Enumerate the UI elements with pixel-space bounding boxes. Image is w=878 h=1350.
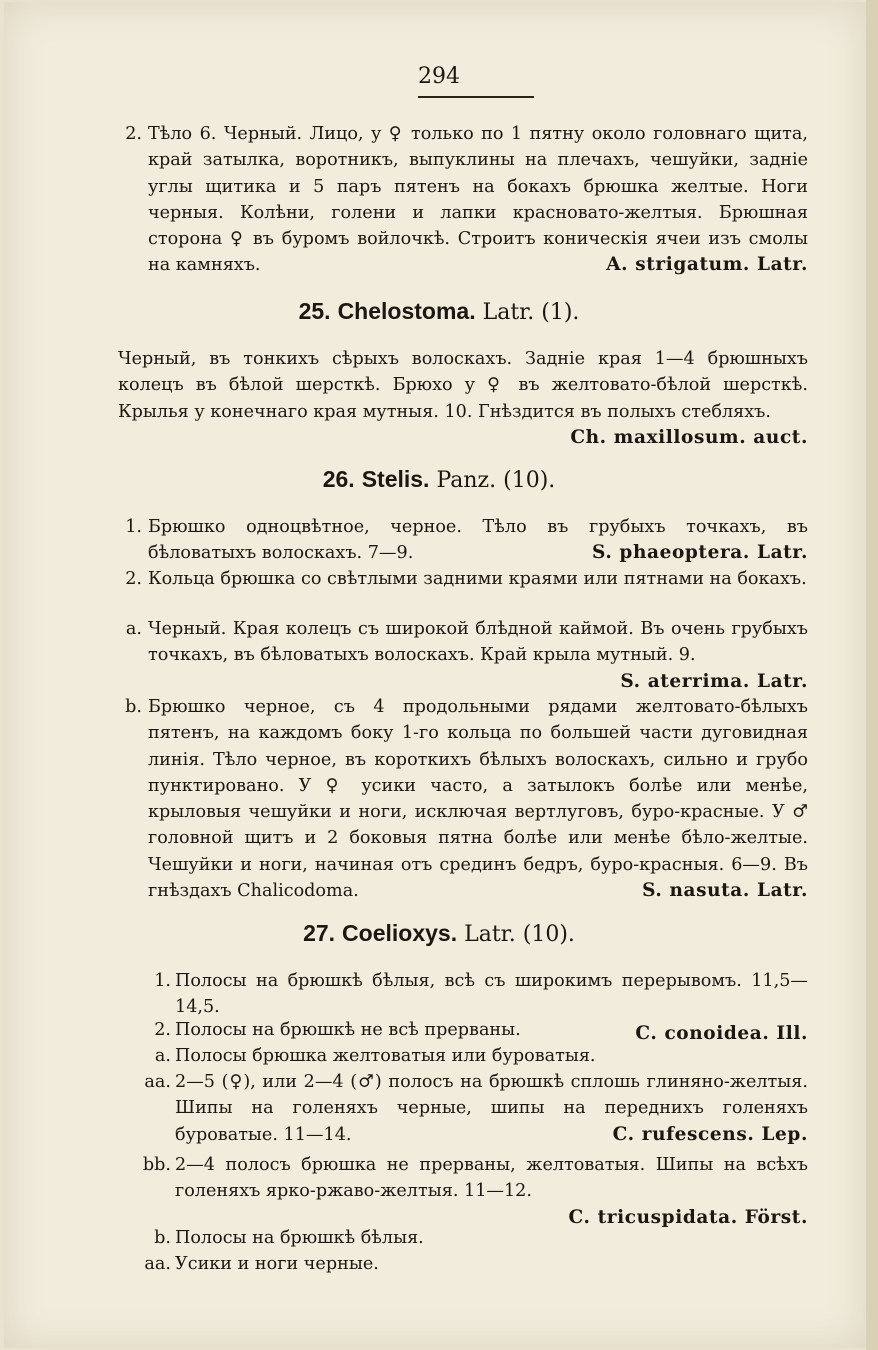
genus-author: Latr.	[482, 300, 535, 325]
entry-marker: aa.	[144, 1072, 171, 1092]
species-name: C. rufescens. Lep.	[612, 1123, 808, 1145]
entry-text: Черный. Края колецъ съ широкой блѣдной каймой. Въ очень грубыхъ точкахъ, въ бѣловатыхъ волоскахъ. Край крыла мутный. 9.	[148, 619, 808, 666]
key-entry	[144, 1251, 808, 1277]
description-text: Черный, въ тонкихъ сѣрыхъ волоскахъ. Заднiе края 1—4 брюшныхъ колецъ въ бѣлой шерсткѣ. Брюхо у ♀ въ желтовато-бѣлой шерсткѣ. Крылья у конечнаго края мутныя. 10. Гнѣздится въ полыхъ стебляхъ.	[118, 349, 808, 422]
entry-marker: b.	[125, 697, 142, 717]
entry-text: Полосы на брюшкѣ не всѣ прерваны.	[175, 1020, 521, 1040]
species-name: C. conoidea. Ill.	[635, 1022, 808, 1044]
key-entry	[154, 1225, 808, 1251]
entry-text: Тѣло 6. Черный. Лицо, у ♀ только по 1 пятну около головнаго щита, край затылка, воротникъ, выпуклины на плечахъ, чешуйки, заднiе углы щитика и 5 паръ пятенъ на бокахъ брюшка желтые. Ноги черныя. Колѣни, голени и лапки красновато-желтыя. Брюшная сторона ♀ въ буромъ войлочкѣ. Строитъ коническiя ячеи изъ смолы на камняхъ.	[148, 124, 808, 276]
entry-text: Полосы на брюшкѣ бѣлыя.	[175, 1228, 424, 1248]
page-number-rule	[418, 96, 534, 98]
genus-name: Coelioxys.	[342, 920, 458, 946]
entry-marker: 1.	[125, 517, 142, 537]
entry-text: Брюшко черное, съ 4 продольными рядами желтовато-бѣлыхъ пятенъ, на каждомъ боку 1-го кольца по большей части дуговидная линiя. Тѣло черное, въ короткихъ бѣлыхъ волоскахъ, сильно и грубо пунктировано. У ♀ усики часто, а затылокъ болѣе или менѣе, крыловыя чешуйки и ноги, исключая вертлуговъ, буро-красные. У ♂ головной щитъ и 2 боковыя пятна болѣе или менѣе бѣло-желтые. Чешуйки и ноги, начиная отъ срединъ бедръ, буро-красныя. 6—9. Въ гнѣздахъ Chalicodoma.	[148, 697, 808, 902]
entry-text: Полосы на брюшкѣ бѣлыя, всѣ съ широкимъ перерывомъ. 11,5—14,5.	[175, 971, 808, 1018]
genus-count: (10).	[503, 468, 556, 493]
key-entry	[125, 566, 808, 592]
entry-marker: 2.	[125, 124, 142, 144]
entry-marker: a.	[154, 1046, 171, 1066]
entry-text: Усики и ноги черные.	[175, 1254, 379, 1274]
genus-heading-coelioxys	[0, 920, 878, 947]
entry-marker: 2.	[125, 569, 142, 589]
chelostoma-description	[118, 346, 808, 451]
genus-count: (1).	[541, 300, 580, 325]
genus-name: Stelis.	[361, 466, 430, 492]
entry-marker: 1.	[154, 971, 171, 991]
species-name: S. nasuta. Latr.	[642, 880, 808, 902]
entry-text: Брюшко одноцвѣтное, черное. Тѣло въ грубыхъ точкахъ, въ бѣловатыхъ волоскахъ. 7—9.	[148, 517, 808, 564]
genus-heading-stelis	[0, 466, 878, 493]
entry-marker: bb.	[142, 1155, 171, 1175]
entry-text: Полосы брюшка желтоватыя или буроватыя.	[175, 1046, 596, 1066]
genus-author: Latr.	[464, 922, 516, 947]
species-name: C. tricuspidata. Först.	[568, 1206, 808, 1228]
entry-marker: aa.	[144, 1254, 171, 1274]
entry-text: 2—5 (♀), или 2—4 (♂) полосъ на брюшкѣ сплошь глиняно-желтыя. Шипы на голеняхъ черные, шипы на переднихъ голеняхъ буроватые. 11—14.	[175, 1072, 808, 1145]
entry-marker: a.	[125, 619, 142, 639]
species-name: A. strigatum. Latr.	[606, 254, 808, 276]
genus-number: 27.	[303, 920, 336, 946]
species-name: Ch. maxillosum. auct.	[570, 426, 808, 448]
key-entry	[125, 694, 808, 904]
genus-number: 26.	[322, 466, 355, 492]
genus-number: 25.	[298, 298, 331, 324]
key-entry	[154, 1017, 808, 1043]
entry-marker: 2.	[154, 1020, 171, 1040]
genus-name: Chelostoma.	[337, 298, 476, 324]
page-number: 294	[418, 64, 460, 89]
entry-text: 2—4 полосъ брюшка не прерваны, желтоватыя. Шипы на всѣхъ голеняхъ ярко-ржаво-желтыя. 11—12.	[175, 1155, 808, 1202]
key-entry	[154, 1043, 808, 1069]
key-entry	[144, 1069, 808, 1148]
species-name: S. aterrima. Latr.	[620, 670, 808, 692]
entry-marker: b.	[154, 1228, 171, 1248]
genus-count: (10).	[522, 922, 575, 947]
genus-author: Panz.	[436, 468, 497, 493]
key-entry	[142, 1152, 808, 1231]
entry-text: Кольца брюшка со свѣтлыми задними краями или пятнами на бокахъ.	[148, 569, 807, 589]
species-name: S. phaeoptera. Latr.	[592, 542, 808, 564]
key-entry	[125, 616, 808, 695]
intro-entry	[125, 121, 808, 279]
genus-heading-chelostoma	[0, 298, 878, 325]
key-entry	[125, 514, 808, 567]
